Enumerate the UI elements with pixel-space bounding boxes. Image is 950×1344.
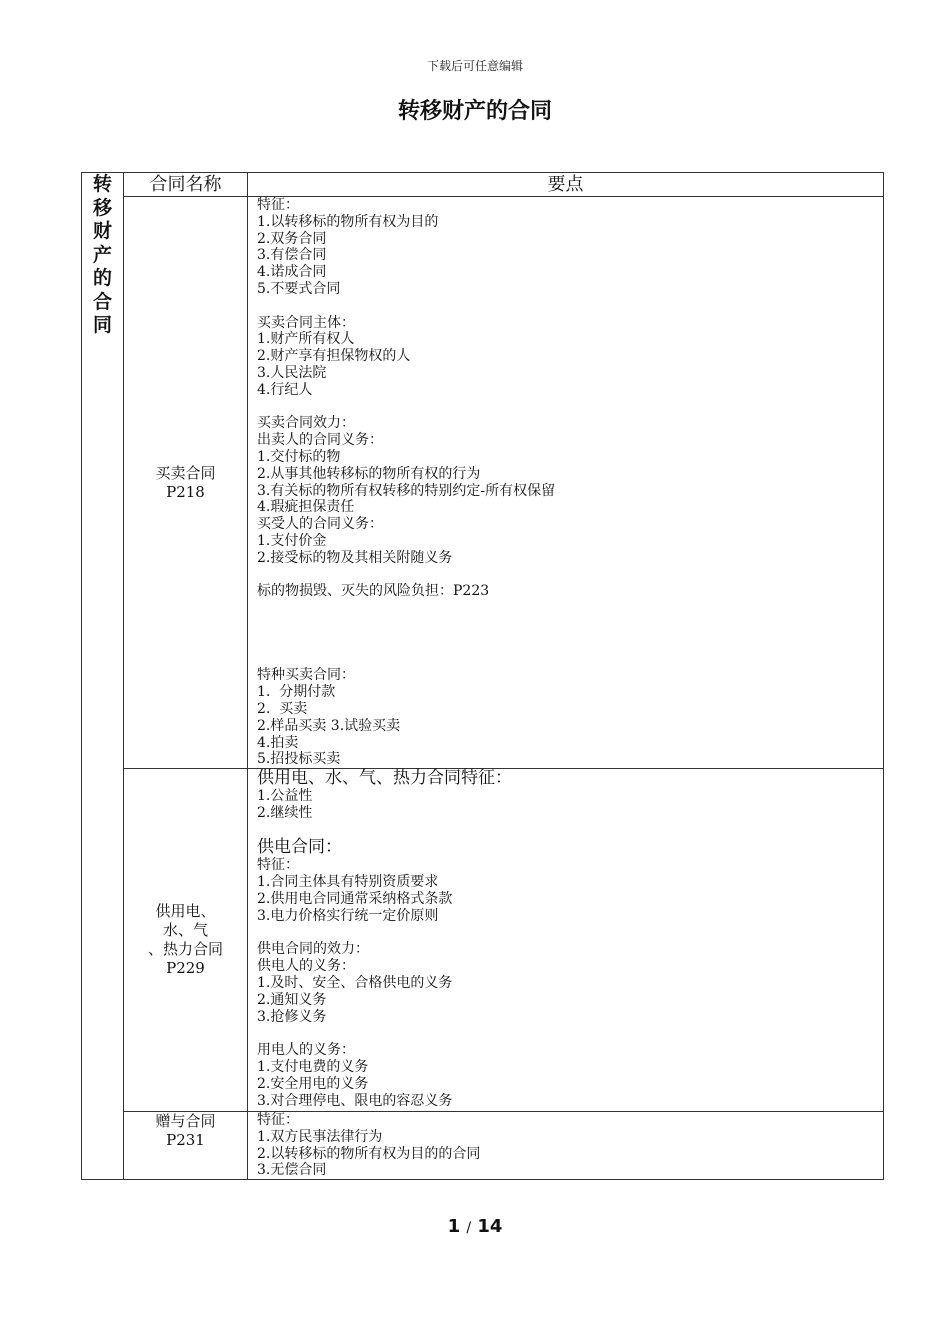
table-header-row <box>82 173 884 197</box>
point-line: 1. 分期付款 <box>257 684 336 701</box>
point-line: 5.招投标买卖 <box>257 751 341 768</box>
vertical-label-char: 移 <box>92 196 112 219</box>
contract-table <box>81 172 884 1180</box>
point-line: 5.不要式合同 <box>257 280 341 297</box>
blank-line <box>257 925 883 942</box>
vertical-label-char: 合 <box>92 290 112 313</box>
point-line: 2.接受标的物及其相关附随义务 <box>257 549 453 566</box>
point-line: 供电合同的效力： <box>257 941 369 958</box>
point-line: 3.对合理停电、限电的容忍义务 <box>257 1092 453 1109</box>
point-line: 买受人的合同义务： <box>257 516 383 533</box>
point-line: 买卖合同效力： <box>257 415 355 432</box>
blank-line <box>257 617 883 634</box>
point-line: 供电合同： <box>257 837 342 858</box>
point-line: 1.合同主体具有特别资质要求 <box>257 874 439 891</box>
blank-line <box>257 634 883 651</box>
contract-name-line: 供用电、 <box>155 902 216 921</box>
point-line: 3.抢修义务 <box>257 1008 327 1025</box>
point-line: 2.继续性 <box>257 804 313 821</box>
contract-name-line: 水、气 <box>162 921 208 940</box>
point-line: 1.以转移标的物所有权为目的 <box>257 213 439 230</box>
table-row <box>82 197 884 769</box>
document-title: 转移财产的合同 <box>397 99 552 124</box>
contract-name-line: P231 <box>166 1131 205 1150</box>
vertical-label-char: 产 <box>92 243 112 266</box>
contract-name-cell <box>124 197 248 769</box>
point-line: 供用电、水、气、热力合同特征： <box>257 768 512 789</box>
table-row <box>82 1112 884 1180</box>
blank-line <box>257 298 883 315</box>
point-line: 1.交付标的物 <box>257 448 341 465</box>
point-line: 2.通知义务 <box>257 991 327 1008</box>
page-number <box>0 1216 950 1237</box>
point-line: 3.有关标的物所有权转移的特别约定-所有权保留 <box>257 482 556 499</box>
point-line: 2.财产享有担保物权的人 <box>257 348 411 365</box>
page-separator: / <box>466 1220 472 1236</box>
point-line: 2.从事其他转移标的物所有权的行为 <box>257 465 481 482</box>
point-line: 2.样品买卖 3.试验买卖 <box>257 717 401 734</box>
point-line: 特征： <box>257 1112 299 1129</box>
point-line: 买卖合同主体： <box>257 314 355 331</box>
point-line: 2.双务合同 <box>257 230 327 247</box>
point-line: 4.瑕疵担保责任 <box>257 499 355 516</box>
point-line: 出卖人的合同义务： <box>257 432 383 449</box>
point-line: 2. 买卖 <box>257 700 308 717</box>
point-line: 特种买卖合同： <box>257 667 355 684</box>
point-line: 3.人民法院 <box>257 364 327 381</box>
vertical-category-label <box>82 173 124 1180</box>
point-line: 1.公益性 <box>257 788 313 805</box>
contract-name-line: 、热力合同 <box>147 940 223 959</box>
point-line: 2.供用电合同通常采纳格式条款 <box>257 891 453 908</box>
point-line: 4.拍卖 <box>257 734 299 751</box>
blank-line <box>257 567 883 584</box>
point-line: 1.支付价金 <box>257 532 327 549</box>
vertical-label-char: 的 <box>92 267 112 289</box>
point-line: 供电人的义务： <box>257 958 355 975</box>
contract-points-cell <box>248 769 884 1112</box>
contract-name-cell <box>124 769 248 1112</box>
point-line: 4.诺成合同 <box>257 264 327 281</box>
contract-points-cell <box>248 1112 884 1180</box>
point-line: 用电人的义务： <box>257 1042 355 1059</box>
point-line: 特征： <box>257 197 299 213</box>
vertical-label-char: 转 <box>92 173 112 195</box>
column-header-name: 合同名称 <box>124 173 248 197</box>
blank-line <box>257 1025 883 1042</box>
header-note: 下载后可任意编辑 <box>426 59 523 73</box>
point-line: 4.行纪人 <box>257 381 313 398</box>
point-line: 1.双方民事法律行为 <box>257 1128 383 1145</box>
point-line: 1.支付电费的义务 <box>257 1059 369 1076</box>
vertical-label-char: 同 <box>92 314 112 336</box>
contract-points-cell <box>248 197 884 769</box>
page-current: 1 <box>447 1216 461 1237</box>
point-line: 1.及时、安全、合格供电的义务 <box>257 975 453 992</box>
point-line: 3.无偿合同 <box>257 1162 327 1179</box>
blank-line <box>257 651 883 668</box>
blank-line <box>257 822 883 839</box>
table-row <box>82 769 884 1112</box>
point-line: 1.财产所有权人 <box>257 331 355 348</box>
point-line: 2.以转移标的物所有权为目的的合同 <box>257 1145 481 1162</box>
contract-name-line: P229 <box>166 959 205 978</box>
contract-name-cell <box>124 1112 248 1180</box>
column-header-points: 要点 <box>248 173 884 197</box>
vertical-label-char: 财 <box>92 220 112 242</box>
point-line: 特征： <box>257 857 299 874</box>
point-line: 3.有偿合同 <box>257 247 327 264</box>
contract-name-line: 赠与合同 <box>155 1112 216 1131</box>
point-line: 3.电力价格实行统一定价原则 <box>257 907 439 924</box>
page-total: 14 <box>477 1216 503 1237</box>
point-line: 2.安全用电的义务 <box>257 1075 369 1092</box>
contract-name-line: P218 <box>166 482 205 501</box>
point-line: 标的物损毁、灭失的风险负担：P223 <box>257 583 490 600</box>
contract-name-line: 买卖合同 <box>155 463 216 482</box>
blank-line <box>257 399 883 416</box>
blank-line <box>257 600 883 617</box>
